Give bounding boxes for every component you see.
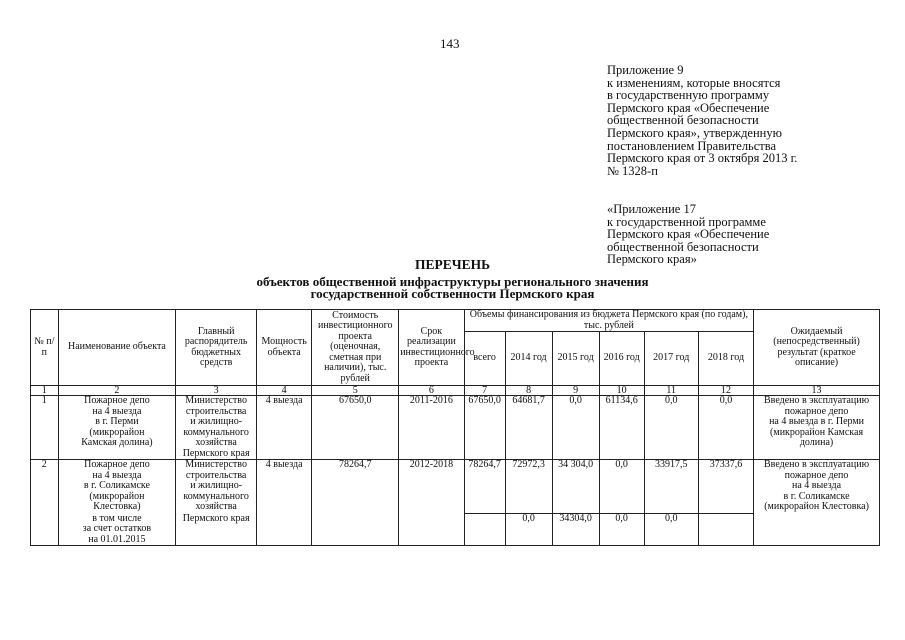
header-cost: Стоимость инвестиционного проекта (оценочная, сметная при наличии), тыс. рублей (312, 310, 399, 386)
subrow-2016: 0,0 (599, 514, 644, 546)
subtitle-line: государственной собственности Пермского края (310, 286, 595, 301)
row-cost: 67650,0 (312, 396, 399, 460)
row-result: Введено в эксплуатацию пожарное депо на 4 выезда в г. Соликамске (микрорайон Клестовка) (754, 460, 880, 546)
row-capacity: 4 выезда (257, 396, 312, 460)
header-result: Ожидаемый (непосредственный) результат (краткое описание) (754, 310, 880, 386)
header-total: всего (464, 332, 505, 386)
row-2014: 64681,7 (505, 396, 552, 460)
document-subtitle (0, 276, 905, 300)
header-2015: 2015 год (552, 332, 599, 386)
row-2017: 0,0 (644, 396, 698, 460)
row-cost: 78264,7 (312, 460, 399, 546)
appendix-17-line: Пермского края «Обеспечение (607, 227, 770, 242)
infrastructure-table (30, 309, 880, 546)
column-number: 3 (176, 386, 257, 396)
column-number: 10 (599, 386, 644, 396)
appendix-17-line: общественной безопасности (607, 239, 759, 254)
appendix-17-line: к государственной программе (607, 214, 766, 229)
header-2014: 2014 год (505, 332, 552, 386)
column-number: 9 (552, 386, 599, 396)
column-number: 12 (698, 386, 753, 396)
row-name: Пожарное депо на 4 выезда в г. Перми (микрорайон Камская долина) (58, 396, 176, 460)
appendix-17-line: «Приложение 17 (607, 202, 696, 216)
row-2016: 61134,6 (599, 396, 644, 460)
appendix-9-line: к изменениям, которые вносятся (607, 75, 781, 90)
column-number: 2 (58, 386, 176, 396)
header-2017: 2017 год (644, 332, 698, 386)
document-title: ПЕРЕЧЕНЬ (414, 257, 491, 272)
subrow-2018 (698, 514, 753, 546)
header-2016: 2016 год (599, 332, 644, 386)
column-number: 11 (644, 386, 698, 396)
header-capacity: Мощность объекта (257, 310, 312, 386)
header-term: Срок реализации инвестиционного проекта (399, 310, 464, 386)
row-2014: 72972,3 (505, 460, 552, 514)
row-2017: 33917,5 (644, 460, 698, 514)
appendix-9-line: общественной безопасности (607, 113, 759, 128)
subrow-2014: 0,0 (505, 514, 552, 546)
row-manager: Министерство строительства и жилищно- коммунального хозяйства (176, 460, 257, 514)
row-total: 78264,7 (464, 460, 505, 514)
row-total: 67650,0 (464, 396, 505, 460)
row-num: 2 (31, 460, 59, 546)
appendix-9-line: Пермского края «Обеспечение (607, 100, 770, 115)
appendix-9-block (607, 64, 797, 177)
appendix-9-line: Приложение 9 (607, 63, 684, 77)
subrow-name: в том числе за счет остатков на 01.01.2015 (58, 514, 176, 546)
row-name: Пожарное депо на 4 выезда в г. Соликамске (микрорайон Клестовка) (58, 460, 176, 514)
appendix-9-line: в государственную программу (607, 88, 770, 103)
column-number: 4 (257, 386, 312, 396)
row-num: 1 (31, 396, 59, 460)
column-number: 13 (754, 386, 880, 396)
column-number: 7 (464, 386, 505, 396)
table-row (31, 396, 880, 460)
appendix-9-line: Пермского края от 3 октября 2013 г. (607, 151, 798, 166)
row-term: 2012-2018 (399, 460, 464, 546)
header-name: Наименование объекта (58, 310, 176, 386)
row-2018: 0,0 (698, 396, 753, 460)
subrow-2017: 0,0 (644, 514, 698, 546)
row-2018: 37337,6 (698, 460, 753, 514)
subrow-total (464, 514, 505, 546)
header-funding: Объемы финансирования из бюджета Пермского края (по годам), тыс. рублей (464, 310, 753, 332)
row-term: 2011-2016 (399, 396, 464, 460)
appendix-9-line: постановлением Правительства (607, 138, 777, 153)
header-2018: 2018 год (698, 332, 753, 386)
row-capacity: 4 выезда (257, 460, 312, 546)
page-number: 143 (440, 36, 460, 51)
subtitle-line: объектов общественной инфраструктуры регионального значения (256, 274, 649, 289)
column-number: 8 (505, 386, 552, 396)
row-2015: 0,0 (552, 396, 599, 460)
appendix-17-line: Пермского края» (607, 252, 697, 267)
column-number: 1 (31, 386, 59, 396)
subrow-manager: Пермского края (176, 514, 257, 546)
row-manager: Министерство строительства и жилищно- коммунального хозяйства Пермского края (176, 396, 257, 460)
column-number: 6 (399, 386, 464, 396)
row-2016: 0,0 (599, 460, 644, 514)
header-num: № п/п (31, 310, 59, 386)
row-2015: 34 304,0 (552, 460, 599, 514)
row-result: Введено в эксплуатацию пожарное депо на 4 выезда в г. Перми (микрорайон Камская долина) (754, 396, 880, 460)
subrow-2015: 34304,0 (552, 514, 599, 546)
table-row (31, 460, 880, 514)
column-number: 5 (312, 386, 399, 396)
header-manager: Главный распорядитель бюджетных средств (176, 310, 257, 386)
appendix-9-line: № 1328-п (607, 163, 658, 178)
appendix-9-line: Пермского края», утвержденную (607, 125, 782, 140)
